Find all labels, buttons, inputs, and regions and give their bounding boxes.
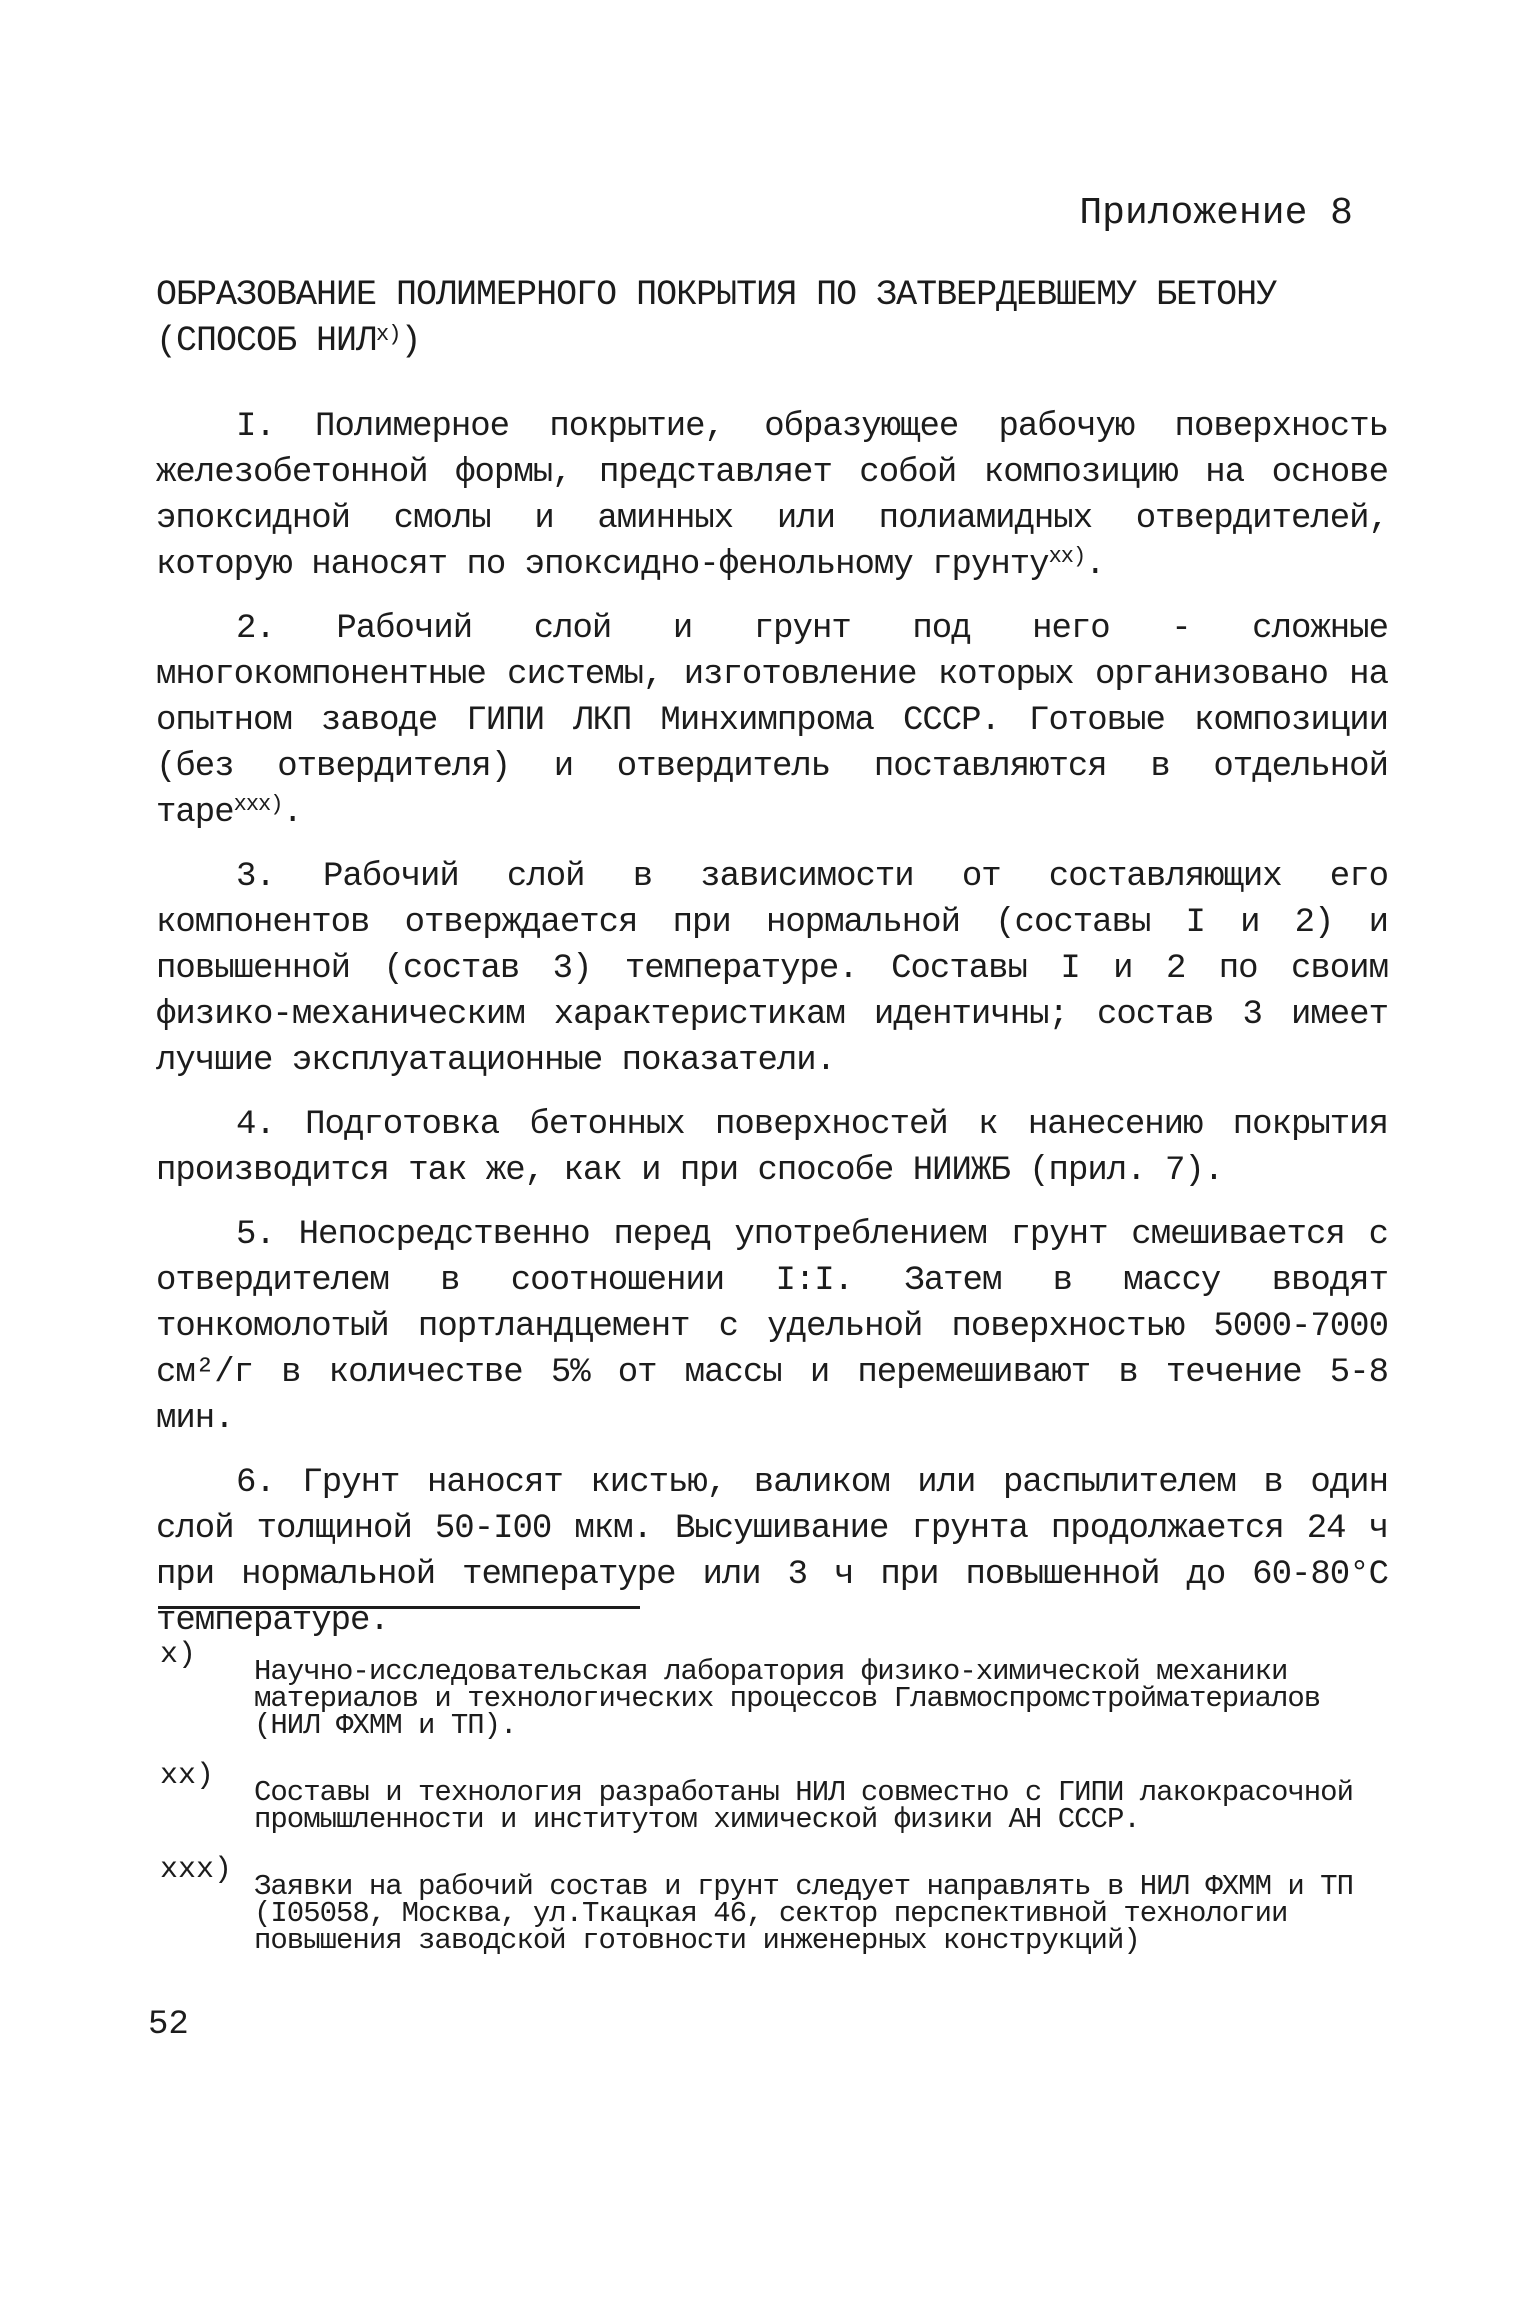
page-number: 52 [148, 2006, 189, 2044]
footnote-divider [158, 1606, 640, 1609]
title-footnote-mark: x) [376, 322, 401, 347]
footnote-mark: xx) [160, 1759, 215, 1793]
paragraph-3 [156, 854, 1388, 1084]
paragraph-footnote-mark: xx) [1048, 544, 1086, 569]
footnotes [160, 1640, 1400, 1976]
paragraph-text: 5. Непосредственно перед употреблением грунт смешивается с отвердителем в соотношении I:I. Затем в массу вводят тонкомолотый портландцемент с удельной поверхностью 5000-7000 см²/г в количестве 5% от массы и перемешивают в течение 5-8 мин. [156, 1216, 1388, 1438]
paragraph-6 [156, 1460, 1388, 1644]
paragraph-1 [156, 404, 1388, 588]
appendix-label: Приложение 8 [1079, 192, 1353, 235]
footnote-3 [160, 1853, 1400, 1957]
section-title [156, 272, 1396, 364]
footnote-2 [160, 1759, 1400, 1836]
paragraph-4 [156, 1102, 1388, 1194]
footnote-mark: xxx) [160, 1853, 233, 1887]
paragraph-tail: . [282, 794, 302, 832]
footnote-text: Заявки на рабочий состав и грунт следует направлять в НИЛ ФХММ и ТП (I05058, Москва, ул.Ткацкая 46, сектор перспективной технологии повышения заводской готовности инженерных конструкций) [254, 1870, 1353, 1957]
section-title-text: ОБРАЗОВАНИЕ ПОЛИМЕРНОГО ПОКРЫТИЯ ПО ЗАТВЕРДЕВШЕМУ БЕТОНУ (СПОСОБ НИЛ [156, 275, 1277, 361]
footnote-text: Составы и технология разработаны НИЛ совместно с ГИПИ лакокрасочной промышленности и институтом химической физики АН СССР. [254, 1776, 1353, 1836]
paragraph-text: 2. Рабочий слой и грунт под него - сложные многокомпонентные системы, изготовление которых организовано на опытном заводе ГИПИ ЛКП Минхимпрома СССР. Готовые композиции (без отвердителя) и отвердитель поставляются в отдельной таре [156, 610, 1388, 832]
paragraph-text: 6. Грунт наносят кистью, валиком или распылителем в один слой толщиной 50-I00 мкм. Высушивание грунта продолжается 24 ч при нормальной температуре или 3 ч при повышенной до 60-80°С температуре. [156, 1464, 1388, 1640]
paragraph-5 [156, 1212, 1388, 1442]
paragraph-text: 4. Подготовка бетонных поверхностей к нанесению покрытия производится так же, как и при способе НИИЖБ (прил. 7). [156, 1106, 1388, 1190]
footnote-mark: x) [160, 1638, 197, 1672]
paragraph-text: 3. Рабочий слой в зависимости от составляющих его компонентов отверждается при нормальной (составы I и 2) и повышенной (состав 3) температуре. Составы I и 2 по своим физико-механическим характеристикам идентичны; состав 3 имеет лучшие эксплуатационные показатели. [156, 858, 1388, 1080]
footnote-text: Научно-исследовательская лаборатория физико-химической механики материалов и технологических процессов Главмоспромстройматериалов (НИЛ ФХММ и ТП). [254, 1655, 1321, 1742]
paragraph-tail: . [1085, 546, 1105, 584]
paragraph-footnote-mark: xxx) [233, 792, 283, 817]
document-body [156, 404, 1388, 1662]
section-title-tail: ) [400, 321, 421, 361]
paragraph-text: I. Полимерное покрытие, образующее рабочую поверхность железобетонной формы, представляет собой композицию на основе эпоксидной смолы и аминных или полиамидных отвердителей, которую наносят по эпоксидно-фенольному грунту [156, 408, 1388, 584]
paragraph-2 [156, 606, 1388, 836]
footnote-1 [160, 1638, 1400, 1742]
